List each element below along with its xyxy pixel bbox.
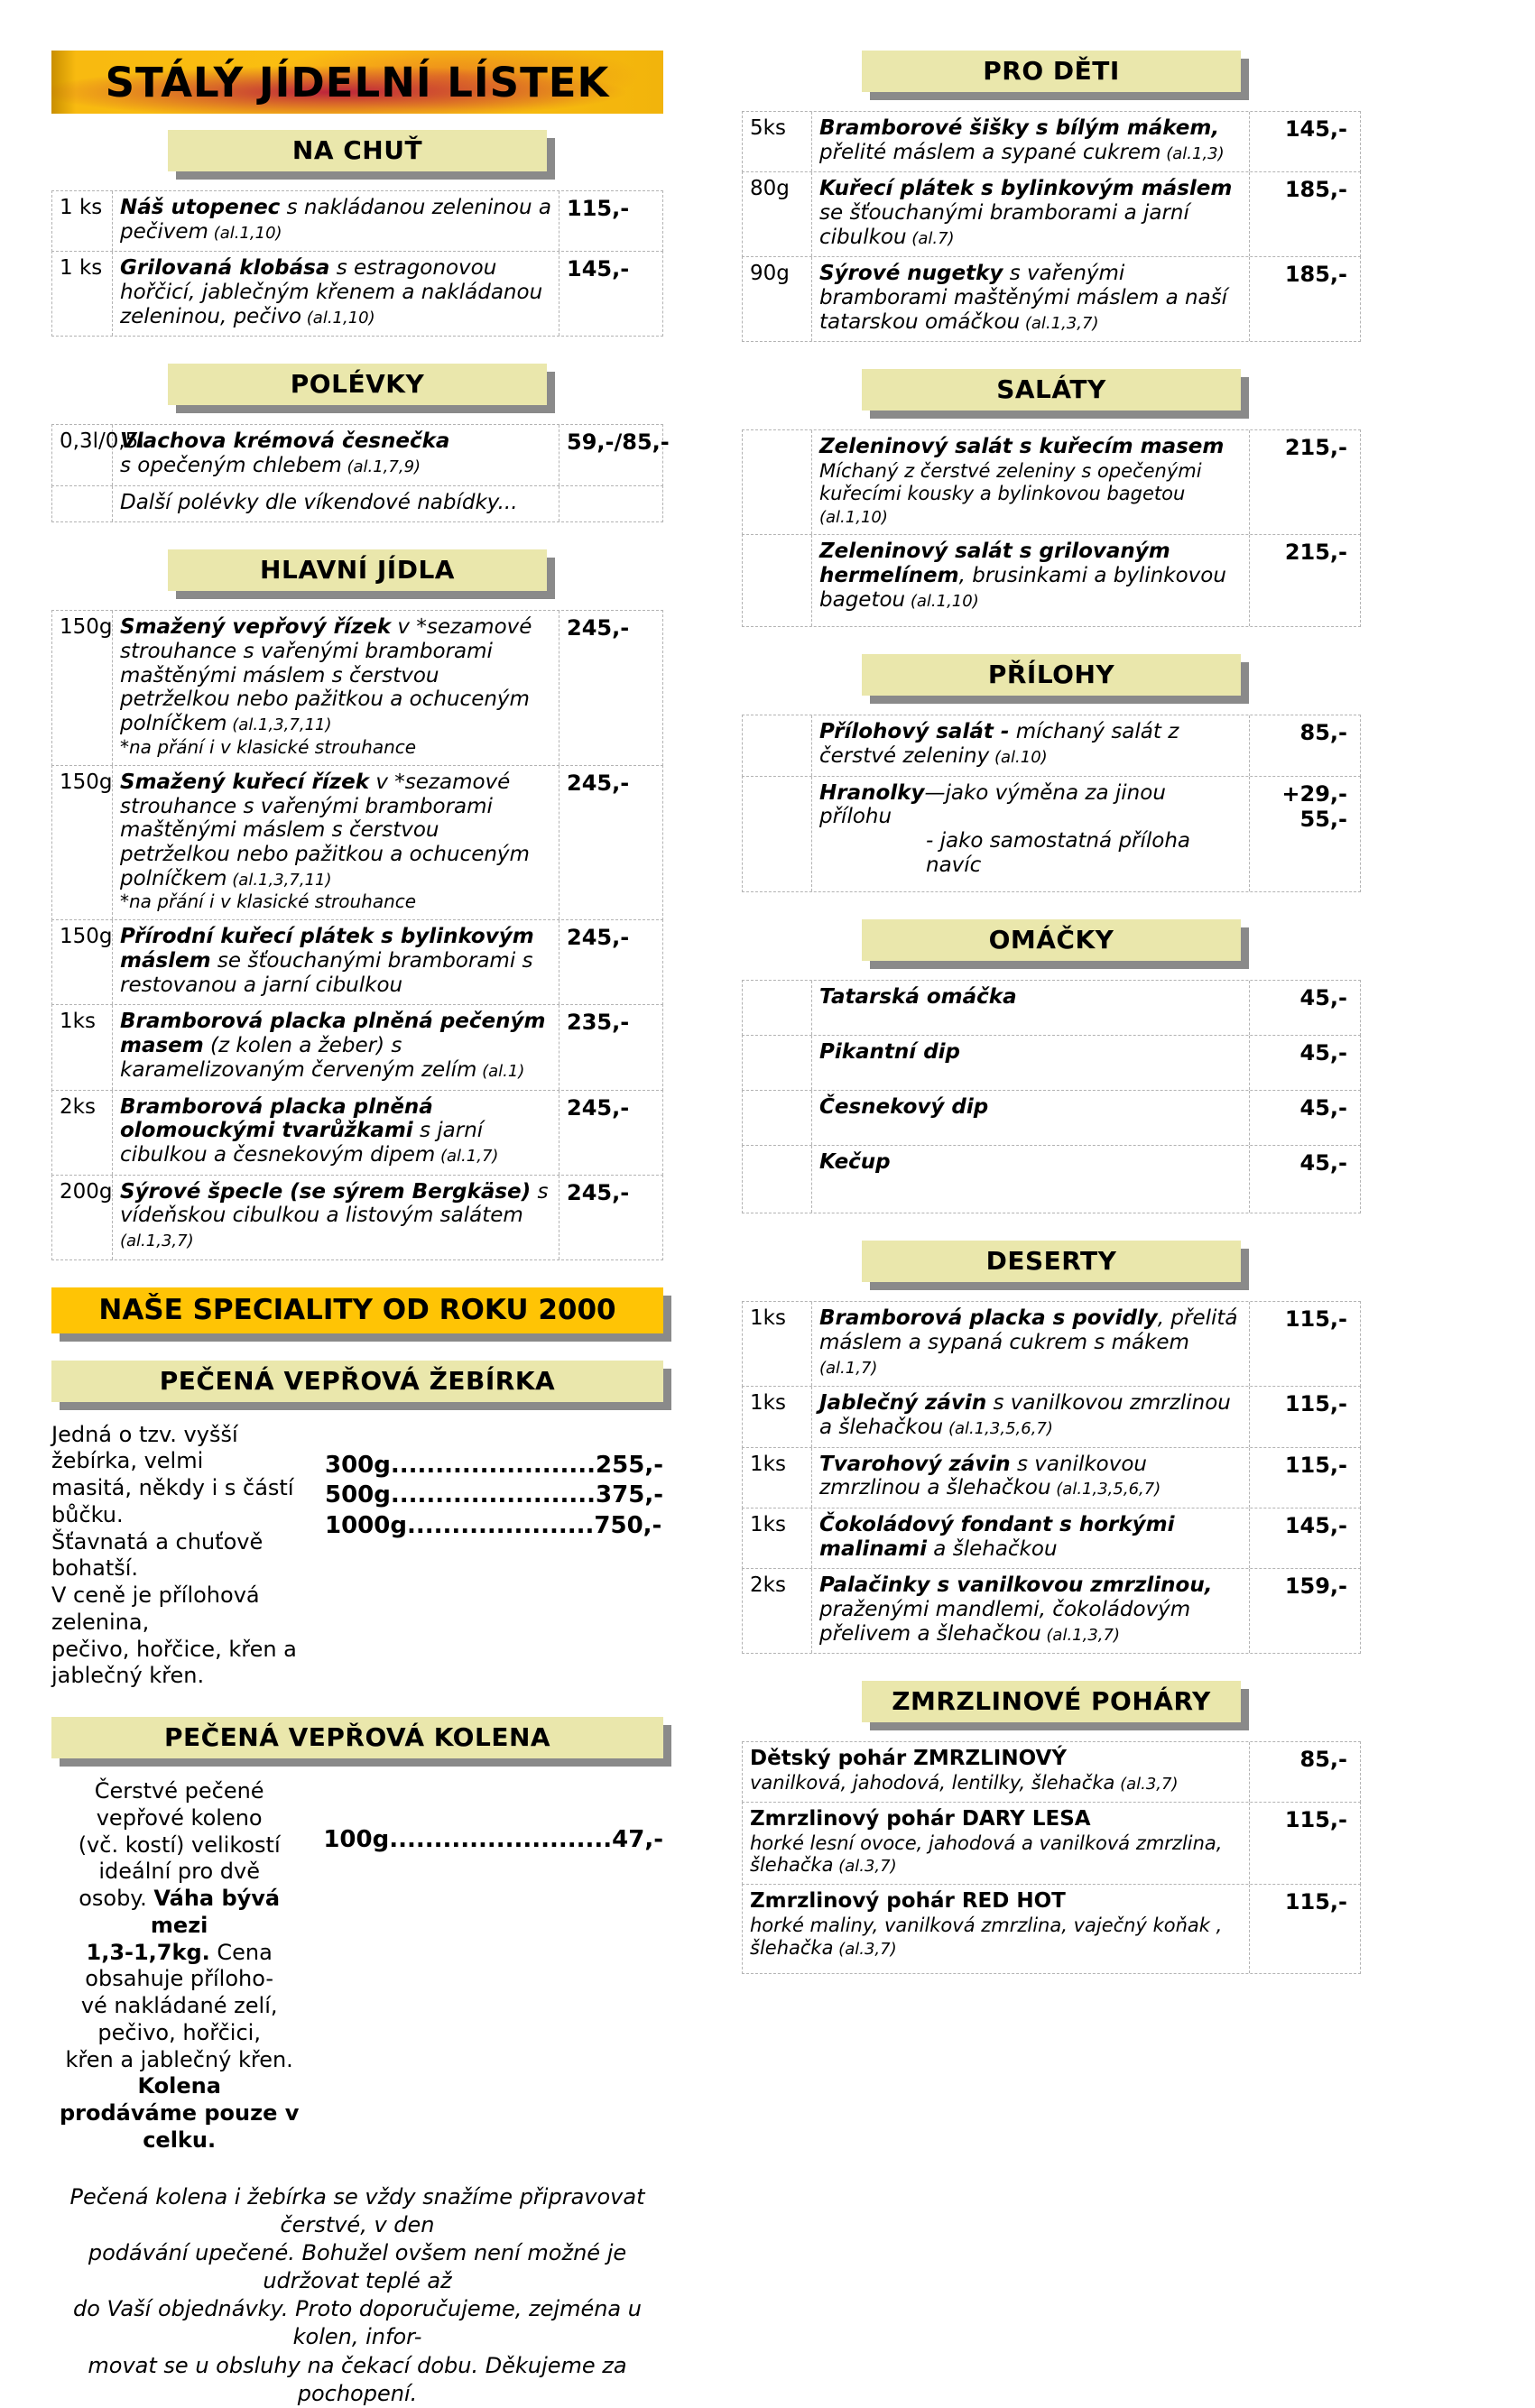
item-allergens: (al.1,10) [819, 507, 888, 527]
menu-item-row [51, 610, 663, 766]
item-qty [743, 1091, 811, 1145]
footer-line: movat se u obsluhy na čekací dobu. Děkujeme za pochopení. [88, 2352, 627, 2406]
item-price: 145,- [1284, 116, 1347, 142]
item-desc [811, 257, 1250, 341]
item-allergens: (al.3,7) [833, 1939, 897, 1959]
item-text: s vanilkovou zmrzlinou a šlehačkou [819, 1391, 1231, 1440]
item-desc [811, 112, 1250, 171]
item-allergens: (al.1,3,5,6,7) [1050, 1480, 1161, 1499]
item-desc [112, 1176, 559, 1259]
kolena-description [51, 1778, 307, 2154]
zebirka-line: masitá, někdy i s částí bůčku. [51, 1475, 294, 1527]
item-allergens: (al.10) [989, 748, 1048, 768]
item-price: 115,- [567, 196, 630, 221]
item-text: se šťouchanými bramborami s restovanou a jarní cibulkou [120, 949, 533, 997]
menu-item-row [742, 1884, 1361, 1974]
menu-item-row [742, 715, 1361, 776]
menu-item-row [51, 251, 663, 337]
item-text: s vařenými bramborami maštěnými máslem a naší tatarskou omáčkou [819, 262, 1228, 334]
item-price: 215,- [1284, 540, 1347, 566]
item-price: 115,- [1284, 1306, 1347, 1333]
section-salaty [742, 429, 1361, 627]
item-text: s opečeným chlebem [120, 454, 342, 478]
menu-item-row [742, 1145, 1361, 1213]
zebirka-prices [325, 1422, 663, 1691]
kolena-line: vé nakládané zelí, pečivo, hořčici, [80, 1993, 278, 2045]
speciality-banner: NAŠE SPECIALITY OD ROKU 2000 [51, 1287, 663, 1333]
kolena-price: 100g.........................47,- [323, 1826, 663, 1854]
item-price: 245,- [567, 770, 630, 796]
section-header-omacky: OMÁČKY [862, 919, 1241, 961]
item-price: 245,- [567, 1179, 630, 1205]
item-text: —jako výměna za jinou přílohu [819, 780, 1166, 829]
menu-column-left [51, 51, 670, 2408]
item-qty: 5ks [750, 116, 786, 140]
item-price: 85,- [1299, 720, 1347, 746]
item-price: 45,- [1299, 1150, 1347, 1176]
item-name: Bramborová placka plněná pečeným masem [120, 1010, 546, 1058]
item-desc [112, 425, 559, 484]
item-name: Česnekový dip [819, 1095, 989, 1120]
item-name: Náš utopenec [120, 196, 281, 219]
item-price: 215,- [1284, 435, 1347, 461]
item-desc [112, 252, 559, 336]
menu-item-row [51, 765, 663, 921]
item-price: 245,- [567, 925, 630, 951]
menu-item-row [742, 1741, 1361, 1802]
item-qty: 1ks [60, 1010, 96, 1034]
item-name: Sýrové špecle (se sýrem Bergkäse) [120, 1179, 532, 1204]
item-name: Bramborová placka s povidly [819, 1306, 1158, 1331]
item-desc [112, 611, 559, 765]
menu-item-row [51, 1090, 663, 1176]
kolena-text-bold: Kolena [137, 2073, 221, 2099]
menu-title: STÁLÝ JÍDELNÍ LÍSTEK [105, 58, 610, 106]
item-name: Tvarohový závin [819, 1452, 1011, 1476]
section-header-zebirka: PEČENÁ VEPŘOVÁ ŽEBÍRKA [51, 1361, 663, 1402]
item-price: 115,- [1284, 1391, 1347, 1417]
item-allergens: (al.1,3,7) [1020, 313, 1099, 333]
item-name: Zmrzlinový pohár RED HOT [750, 1889, 1066, 1914]
item-qty: 150g [60, 925, 113, 949]
menu-item-row [742, 980, 1361, 1036]
item-text: Míchaný z čerstvé zeleniny s opečenými kuřecími kousky a bylinkovou bagetou [819, 460, 1202, 504]
menu-item-row [51, 1004, 663, 1090]
item-subtext [750, 1832, 1242, 1878]
menu-item-row [742, 429, 1361, 535]
zebirka-price-line: 1000g.....................750,- [325, 1512, 662, 1540]
kolena-line [51, 1940, 307, 1994]
zebirka-price-line: 300g.......................255,- [325, 1451, 663, 1479]
menu-item-row [51, 919, 663, 1005]
section-hlavni-jidla [51, 610, 663, 1259]
item-allergens: (al.1,7,9) [341, 457, 421, 477]
item-desc [112, 766, 559, 920]
item-text: v *sezamové strouhance s vařenými bramborami maštěnými máslem s čerstvou petrželkou nebo pažitkou a ochuceným polníčkem [120, 615, 532, 736]
item-desc [811, 1036, 1250, 1090]
section-header-na-chut: NA CHUŤ [168, 130, 547, 171]
item-desc [811, 1387, 1250, 1446]
item-qty: 2ks [750, 1573, 786, 1598]
item-text: , přelitá máslem a sypaná cukrem s mákem [819, 1306, 1238, 1355]
item-allergens: (al.7) [906, 228, 955, 248]
menu-item-row [51, 485, 663, 523]
menu-item-row [742, 171, 1361, 257]
kolena-text-bold: 1,3-1,7kg. [86, 1939, 210, 1965]
section-header-hlavni-jidla: HLAVNÍ JÍDLA [168, 549, 547, 591]
item-text: v *sezamové strouhance s vařenými bramborami maštěnými máslem s čerstvou petrželkou nebo pažitkou a ochuceným polníčkem [120, 770, 530, 890]
item-price: 145,- [1284, 1513, 1347, 1539]
item-name: Přírodní kuřecí plátek s bylinkovým máslem [120, 925, 534, 973]
item-desc [811, 1508, 1250, 1568]
item-text: (z kolen a žeber) s karamelizovaným červeným zelím [120, 1034, 477, 1082]
item-desc [112, 920, 559, 1004]
item-subtext [750, 1772, 1242, 1794]
item-name: Hranolky [819, 780, 925, 805]
item-desc [112, 486, 559, 522]
menu-footer-note [51, 2183, 663, 2408]
item-price: 59,-/85,- [567, 429, 670, 456]
item-qty [743, 1036, 811, 1090]
item-price: 245,- [567, 615, 630, 641]
footer-line: do Vaší objednávky. Proto doporučujeme, zejména u kolen, infor- [73, 2296, 642, 2350]
item-text: míchaný salát z čerstvé zeleniny [819, 720, 1179, 769]
item-price: 115,- [1284, 1889, 1347, 1915]
item-text: horké maliny, vanilková zmrzlina, vaječný koňak , šlehačka [750, 1914, 1223, 1959]
item-text: praženými mandlemi, čokoládovým přelivem a šlehačkou [819, 1598, 1191, 1646]
item-name: Zmrzlinový pohár DARY LESA [750, 1806, 1091, 1831]
item-desc [811, 172, 1250, 256]
item-desc [743, 1885, 1250, 1973]
item-note: *na přání i v klasické strouhance [120, 890, 417, 913]
item-qty [743, 535, 811, 626]
item-desc [811, 1302, 1250, 1386]
item-qty [743, 430, 811, 534]
item-name: Kuřecí plátek s bylinkovým máslem [819, 177, 1233, 201]
item-qty: 80g [750, 177, 790, 201]
item-allergens: (al.1) [476, 1061, 525, 1081]
section-kolena [51, 1778, 663, 2154]
kolena-line [51, 2047, 307, 2101]
item-qty [743, 1146, 811, 1213]
section-header-pro-deti: PRO DĚTI [862, 51, 1241, 92]
kolena-text: křen a jablečný křen. [65, 2046, 293, 2072]
item-allergens: (al.3,7) [1114, 1775, 1179, 1794]
item-allergens: (al.3,7) [833, 1857, 897, 1877]
section-na-chut [51, 190, 663, 337]
item-text: s vanilkovou zmrzlinou a šlehačkou [819, 1452, 1147, 1500]
item-qty: 1ks [750, 1513, 786, 1537]
item-text: s jarní cibulkou a česnekovým dipem [120, 1119, 484, 1167]
item-qty: 1 ks [60, 196, 103, 219]
item-allergens: (al.1,10) [905, 591, 979, 611]
item-name: Kečup [819, 1150, 891, 1175]
footer-line: Pečená kolena i žebírka se vždy snažíme připravovat čerstvé, v den [69, 2183, 645, 2237]
item-qty: 1ks [750, 1391, 786, 1416]
item-price: 45,- [1299, 1095, 1347, 1121]
section-header-zmrzlinove-pohary: ZMRZLINOVÉ POHÁRY [862, 1681, 1241, 1722]
item-allergens: (al.1,7) [435, 1146, 499, 1166]
menu-item-row [742, 1802, 1361, 1885]
item-allergens: (al.1,3,5,6,7) [943, 1419, 1053, 1439]
menu-item-row [742, 111, 1361, 172]
item-desc [811, 1091, 1250, 1145]
kolena-text: Cena obsahuje příloho- [85, 1939, 274, 1992]
item-name: Jablečný závin [819, 1391, 987, 1416]
item-qty: 150g [60, 615, 113, 640]
item-text: s nakládanou zeleninou a pečivem [120, 196, 551, 244]
section-header-prilohy: PŘÍLOHY [862, 654, 1241, 696]
item-desc [811, 1448, 1250, 1508]
item-desc [743, 1742, 1250, 1801]
item-allergens: (al.1,3,7) [1040, 1625, 1121, 1645]
kolena-text: osoby. [79, 1886, 154, 1912]
item-qty [743, 777, 811, 892]
zebirka-line: V ceně je přílohová zelenina, [51, 1582, 260, 1635]
item-text: Další polévky dle víkendové nabídky... [120, 490, 518, 514]
kolena-line [51, 1886, 307, 1940]
section-deserty [742, 1301, 1361, 1654]
item-qty: 1ks [750, 1306, 786, 1331]
item-desc [811, 1569, 1250, 1653]
item-qty [743, 715, 811, 775]
item-name: Čokoládový fondant s horkými malinami [819, 1513, 1175, 1561]
item-qty: 150g [60, 770, 113, 794]
item-desc [743, 1803, 1250, 1884]
item-desc [811, 715, 1250, 775]
kolena-text-bold: Váha bývá mezi [150, 1886, 281, 1938]
item-price: 45,- [1299, 1040, 1347, 1066]
item-subtext [750, 1914, 1242, 1960]
item-allergens: (al.1,10) [301, 308, 375, 328]
item-name: Pikantní dip [819, 1040, 961, 1065]
item-allergens: (al.1,7) [819, 1358, 878, 1378]
section-omacky [742, 980, 1361, 1213]
section-header-salaty: SALÁTY [862, 369, 1241, 411]
item-price [1250, 777, 1360, 892]
item-qty: 2ks [60, 1094, 96, 1119]
item-qty: 0,3l/0,5l [60, 429, 144, 454]
item-name: Smažený vepřový řízek [120, 615, 392, 640]
item-allergens: (al.1,3,7) [120, 1231, 194, 1250]
menu-item-row [742, 1035, 1361, 1091]
item-price-line2: 55,- [1299, 806, 1347, 832]
item-subtext [819, 460, 1242, 527]
kolena-line: prodáváme pouze v celku. [59, 2100, 300, 2153]
menu-title-banner [51, 51, 663, 114]
item-desc [811, 777, 1250, 892]
menu-item-row [742, 534, 1361, 627]
section-header-polevky: POLÉVKY [168, 364, 547, 405]
item-name: Zeleninový salát s kuřecím masem [819, 435, 1225, 459]
menu-item-row [742, 776, 1361, 893]
section-header-kolena: PEČENÁ VEPŘOVÁ KOLENA [51, 1717, 663, 1758]
kolena-line: Čerstvé pečené vepřové koleno [94, 1778, 264, 1831]
item-text: vanilková, jahodová, lentilky, šlehačka [750, 1772, 1115, 1794]
section-header-deserty: DESERTY [862, 1241, 1241, 1282]
item-price-line1: +29,- [1281, 780, 1347, 807]
footer-line: podávání upečené. Bohužel ovšem není možné je udržovat teplé až [88, 2239, 627, 2294]
item-name: Dětský pohár ZMRZLINOVÝ [750, 1747, 1067, 1771]
zebirka-line: pečivo, hořčice, křen a jablečný křen. [51, 1636, 297, 1689]
item-price: 115,- [1284, 1806, 1347, 1832]
item-text: a šlehačkou [927, 1536, 1058, 1561]
menu-item-row [51, 1175, 663, 1260]
item-price: 145,- [567, 256, 630, 282]
item-qty [52, 486, 112, 522]
zebirka-price-line: 500g.......................375,- [325, 1481, 663, 1509]
item-desc [811, 535, 1250, 626]
menu-item-row [742, 1568, 1361, 1654]
item-price: 115,- [1284, 1452, 1347, 1478]
item-price: 185,- [1284, 262, 1347, 288]
zebirka-line: Šťavnatá a chuťově bohatší. [51, 1528, 264, 1582]
item-text: s vídeňskou cibulkou a listovým salátem [120, 1179, 549, 1228]
section-pro-deti [742, 111, 1361, 342]
item-price: 85,- [1299, 1747, 1347, 1773]
item-price: 185,- [1284, 177, 1347, 203]
item-price [559, 486, 662, 522]
section-polevky [51, 424, 670, 522]
item-name: Tatarská omáčka [819, 985, 1017, 1010]
item-qty: 1ks [750, 1452, 786, 1476]
kolena-line: (vč. kostí) velikostí ideální pro dvě [78, 1831, 281, 1885]
menu-item-row [51, 190, 663, 252]
item-qty: 200g [60, 1179, 113, 1204]
item-price: 245,- [567, 1094, 630, 1121]
section-prilohy [742, 715, 1361, 892]
zebirka-description [51, 1422, 309, 1691]
menu-item-row [742, 256, 1361, 342]
item-note: *na přání i v klasické strouhance [120, 735, 417, 758]
item-name: Sýrové nugetky [819, 262, 1003, 286]
zebirka-line: Jedná o tzv. vyšší žebírka, velmi [51, 1421, 238, 1474]
menu-item-row [742, 1447, 1361, 1508]
item-name: Bramborové šišky s bílým mákem, [819, 116, 1220, 140]
item-desc [112, 1005, 559, 1089]
item-desc [112, 1091, 559, 1175]
item-qty: 90g [750, 262, 790, 286]
item-text: se šťouchanými bramborami a jarní cibulkou [819, 201, 1189, 249]
item-text-line2: - jako samostatná příloha navíc [926, 829, 1191, 877]
menu-item-row [742, 1090, 1361, 1146]
item-name: Vlachova krémová česnečka [120, 429, 450, 454]
item-name: Zeleninový salát s grilovaným hermelínem [819, 540, 1170, 588]
menu-item-row [742, 1386, 1361, 1447]
item-name: Smažený kuřecí řízek [120, 770, 370, 794]
item-qty: 1 ks [60, 256, 103, 281]
menu-column-right [742, 51, 1361, 1974]
item-name: Grilovaná klobása [120, 256, 330, 281]
item-text: horké lesní ovoce, jahodová a vanilková zmrzlina, šlehačka [750, 1831, 1223, 1877]
item-allergens: (al.1,3) [1160, 143, 1225, 163]
item-price: 45,- [1299, 985, 1347, 1011]
item-allergens: (al.1,10) [208, 223, 282, 243]
item-qty [743, 981, 811, 1035]
item-text: s estragonovou hořčicí, jablečným křenem a nakládanou zeleninou, pečivo [120, 256, 543, 328]
menu-item-row [742, 1508, 1361, 1569]
item-desc [112, 191, 559, 251]
item-desc [811, 1146, 1250, 1213]
item-name: Přílohový salát - [819, 720, 1010, 744]
item-price: 235,- [567, 1010, 630, 1036]
section-zmrzlinove-pohary [742, 1741, 1361, 1974]
item-name: Palačinky s vanilkovou zmrzlinou, [819, 1573, 1213, 1598]
item-price: 159,- [1284, 1573, 1347, 1600]
section-zebirka [51, 1422, 663, 1691]
item-desc [811, 981, 1250, 1035]
item-name: Bramborová placka plněná olomouckými tvarůžkami [120, 1094, 433, 1143]
item-allergens: (al.1,3,7,11) [227, 715, 332, 735]
item-allergens: (al.1,3,7,11) [227, 870, 332, 890]
item-text: , brusinkami a bylinkovou bagetou [819, 564, 1226, 612]
item-text: přelité máslem a sypané cukrem [819, 140, 1161, 164]
item-desc [811, 430, 1250, 534]
menu-item-row [742, 1301, 1361, 1387]
menu-item-row [51, 424, 670, 485]
